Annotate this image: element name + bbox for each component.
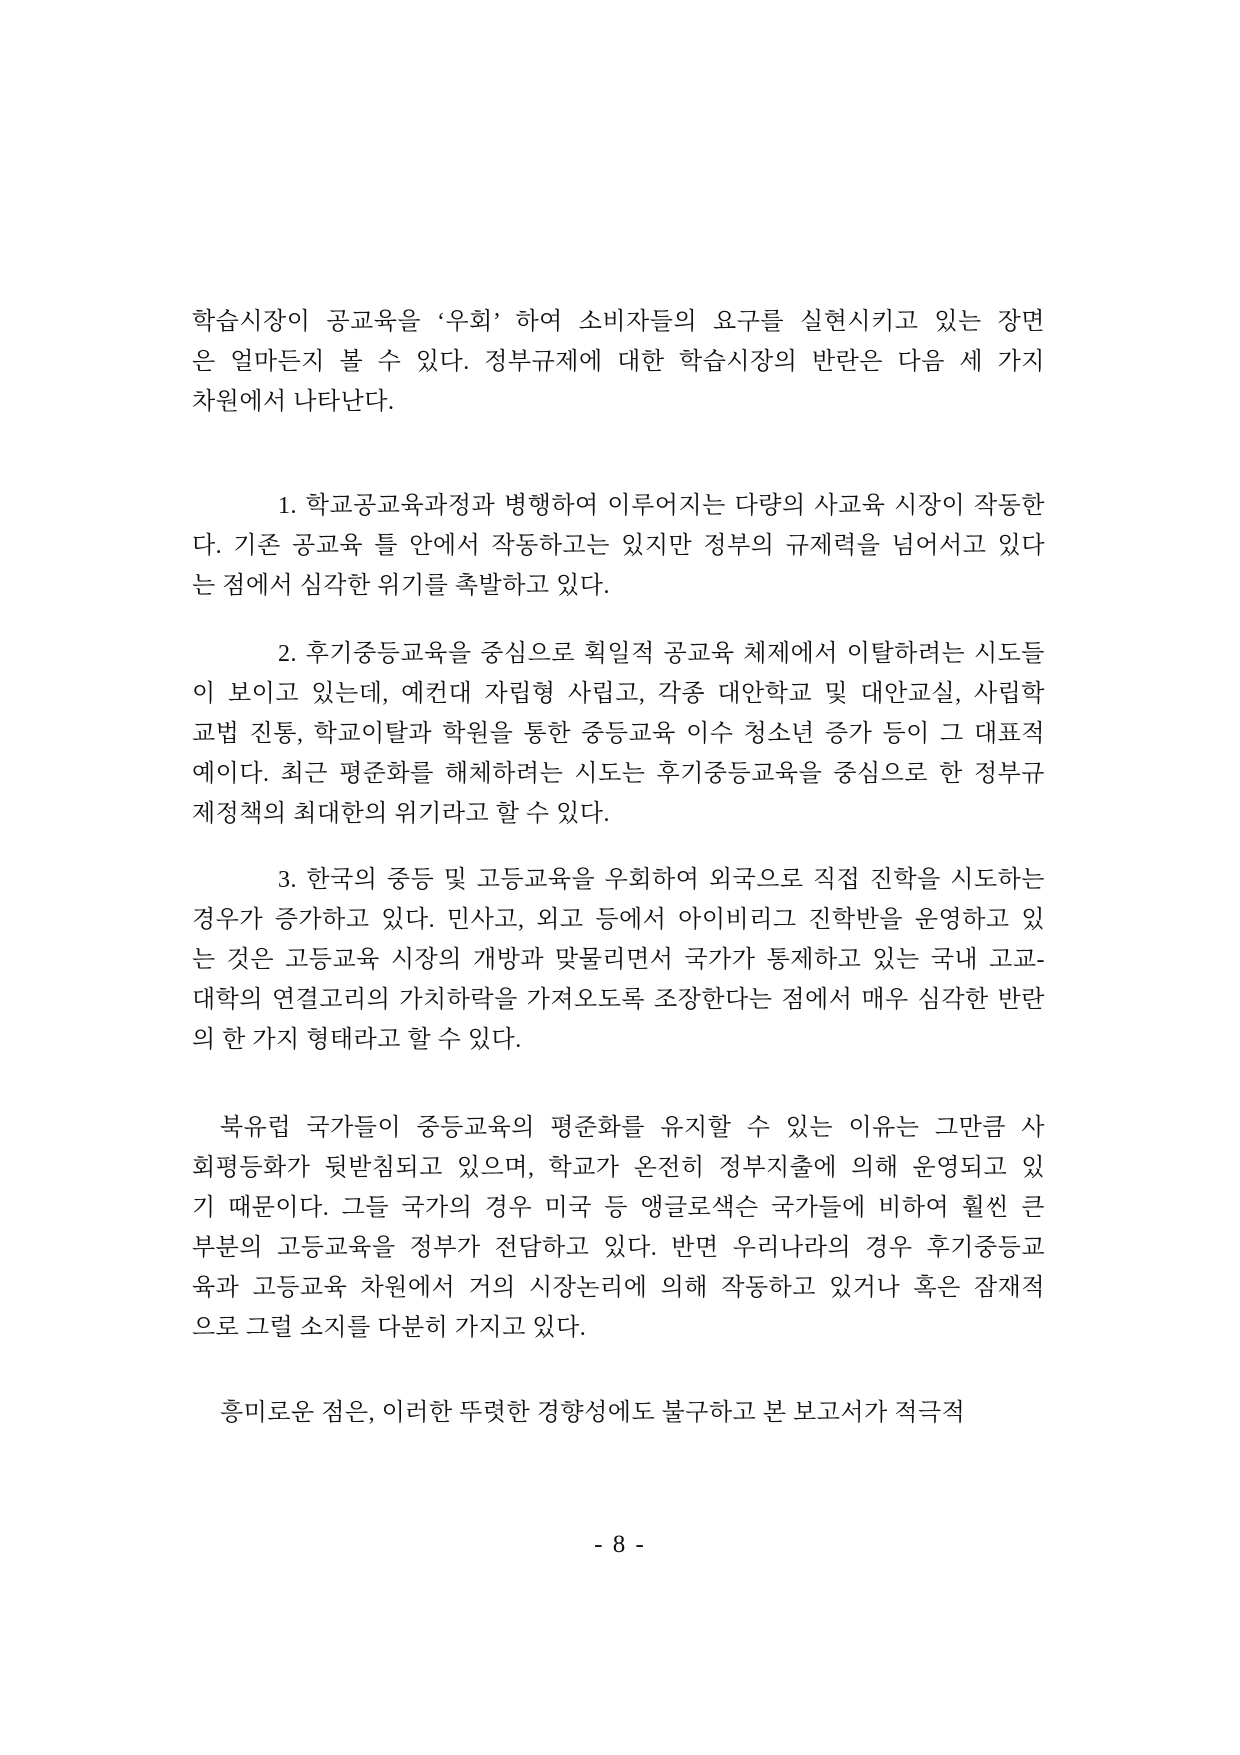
numbered-item-1 — [192, 486, 1045, 606]
text-line: 기 때문이다. 그들 국가의 경우 미국 등 앵글로색슨 국가들에 비하여 훨씬 큰 — [192, 1195, 1045, 1221]
paragraph-nordic-countries — [192, 1108, 1045, 1348]
text-line: 예이다. 최근 평준화를 해체하려는 시도는 후기중등교육을 중심으로 한 정부규 — [192, 761, 1045, 787]
text-line: 은 얼마든지 볼 수 있다. 정부규제에 대한 학습시장의 반란은 다음 세 가지 — [192, 349, 1045, 375]
text-line: 2. 후기중등교육을 중심으로 획일적 공교육 체제에서 이탈하려는 시도들 — [278, 641, 1045, 667]
text-line: 는 것은 고등교육 시장의 개방과 맞물리면서 국가가 통제하고 있는 국내 고교- — [192, 947, 1045, 973]
text-line: 차원에서 나타난다. — [192, 389, 395, 415]
text-line: 3. 한국의 중등 및 고등교육을 우회하여 외국으로 직접 진학을 시도하는 — [278, 867, 1045, 893]
text-line: 이 보이고 있는데, 예컨대 자립형 사립고, 각종 대안학교 및 대안교실, 사립학 — [192, 681, 1045, 707]
text-line: 경우가 증가하고 있다. 민사고, 외고 등에서 아이비리그 진학반을 운영하고 있 — [192, 907, 1045, 933]
text-line: 부분의 고등교육을 정부가 전담하고 있다. 반면 우리나라의 경우 후기중등교 — [192, 1235, 1045, 1261]
page-body-text — [192, 302, 1045, 1433]
text-line: 회평등화가 뒷받침되고 있으며, 학교가 온전히 정부지출에 의해 운영되고 있 — [192, 1155, 1045, 1181]
text-line: 북유럽 국가들이 중등교육의 평준화를 유지할 수 있는 이유는 그만큼 사 — [220, 1115, 1045, 1141]
numbered-item-3 — [192, 860, 1045, 1060]
text-line: 는 점에서 심각한 위기를 촉발하고 있다. — [192, 573, 610, 599]
paragraph-interesting-point — [192, 1393, 1045, 1433]
page-number: - 8 - — [594, 1531, 646, 1558]
paragraph-learning-market — [192, 302, 1045, 422]
text-line: 1. 학교공교육과정과 병행하여 이루어지는 다량의 사교육 시장이 작동한 — [278, 493, 1045, 519]
text-line: 제정책의 최대한의 위기라고 할 수 있다. — [192, 801, 610, 827]
text-line: 흥미로운 점은, 이러한 뚜렷한 경향성에도 불구하고 본 보고서가 적극적 — [220, 1400, 966, 1426]
numbered-item-2 — [192, 634, 1045, 834]
text-line: 의 한 가지 형태라고 할 수 있다. — [192, 1027, 522, 1053]
text-line: 으로 그럴 소지를 다분히 가지고 있다. — [192, 1315, 587, 1341]
text-line: 대학의 연결고리의 가치하락을 가져오도록 조장한다는 점에서 매우 심각한 반란 — [192, 987, 1045, 1013]
text-line: 육과 고등교육 차원에서 거의 시장논리에 의해 작동하고 있거나 혹은 잠재적 — [192, 1275, 1045, 1301]
text-line: 다. 기존 공교육 틀 안에서 작동하고는 있지만 정부의 규제력을 넘어서고 있다 — [192, 533, 1045, 559]
text-line: 학습시장이 공교육을 ‘우회’ 하여 소비자들의 요구를 실현시키고 있는 장면 — [192, 309, 1045, 335]
text-line: 교법 진통, 학교이탈과 학원을 통한 중등교육 이수 청소년 증가 등이 그 대표적 — [192, 721, 1045, 747]
